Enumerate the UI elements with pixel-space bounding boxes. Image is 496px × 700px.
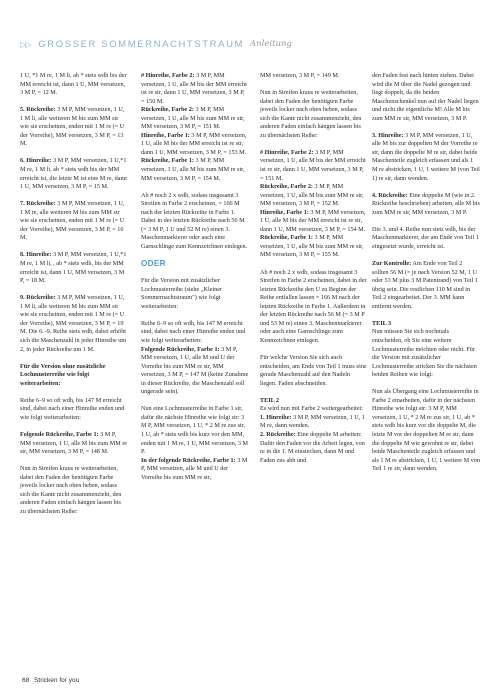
step-heading: 1. Hinreihe: bbox=[260, 413, 292, 421]
instruction-paragraph bbox=[372, 328, 480, 379]
instruction-paragraph bbox=[372, 226, 480, 252]
instruction-paragraph bbox=[372, 388, 480, 473]
step-heading: 8. Hinreihe: bbox=[20, 251, 52, 259]
step-heading: Hinreihe, Farbe 1: bbox=[141, 131, 190, 139]
step-heading: 7. Rückreihe: bbox=[20, 200, 56, 208]
instruction-paragraph bbox=[141, 346, 249, 397]
instruction-paragraph bbox=[260, 397, 368, 406]
step-text: 3 M P, MM versetzen, 1 U,*1 M re, 1 M li, , ab * stets wdh, bis der MM erreicht ist, dann 1 U, MM versetzen, 3 M P, = 18 M. bbox=[20, 251, 127, 285]
step-text: 3 M P, MM versetzen, 1 U,*1 M re, 1 M li, ab * stets wdh bis der MM erreicht ist, die letzte M ist eine M re, dann 1 U, MM versetzen, 3 M P, = 15 M. bbox=[20, 157, 127, 191]
instruction-paragraph bbox=[141, 72, 249, 106]
instruction-paragraph bbox=[20, 106, 128, 149]
step-text: Nun in Streifen kraus re weiterarbeiten, dabei den Faden der benötigten Farbe jeweils locker nach oben heben, sodass sich die Kante nicht zusammenzieht, den anderen Faden einfach hängen lassen bis zu übernächsten Reihe: bbox=[260, 89, 362, 139]
step-text: Die 3. und 4. Reihe nun stets wdh, bis der Maschenmarkierer, der am Ende von Teil 1 eingesetzt wurde, erreicht ist. bbox=[372, 225, 479, 250]
text-column-4 bbox=[372, 72, 480, 482]
instruction-paragraph bbox=[141, 405, 249, 456]
instruction-paragraph bbox=[372, 132, 480, 183]
step-text: 3 M P, MM versetzen, 1 U, alle M bis der MM erreicht ist re str, dann 1 U, MM versetzen, 3 M P, = 153 M. bbox=[141, 131, 247, 156]
step-heading: 3. Hinreihe: bbox=[372, 131, 404, 139]
header-title: GROSSER SOMMERNACHTSTRAUM bbox=[38, 38, 245, 50]
instruction-paragraph bbox=[20, 200, 128, 243]
step-text: 3 M P, MM versetzen, 1 U, alle M bis der MM erreicht ist re str, dann 1 U, MM versetzen, 3 M P, = 154 M. bbox=[260, 208, 366, 233]
step-text: Nun in Streifen kraus re weiterarbeiten, dabei den Faden der benötigten Farbe jeweils locker nach oben heben, sodass sich die Kante nicht zusammenzieht, den anderen Faden einfach hängen lassen bis zu übernächsten Reihe: bbox=[20, 465, 122, 515]
step-text: 3 M P, MM versetzen, 1 U, alle M bis zum MM re str, MM versetzen, 3 M P, = 155 M. bbox=[260, 234, 364, 259]
instruction-paragraph bbox=[260, 354, 368, 388]
text-column-2 bbox=[141, 72, 249, 491]
page-header bbox=[20, 37, 476, 51]
instruction-paragraph bbox=[260, 89, 368, 140]
instruction-paragraph bbox=[141, 457, 249, 483]
step-text: den Faden fest nach hinten ziehen. Dabei wird die M über die Nadel gezogen und liegt doppelt, da die beiden Maschenschenkel nun auf der Nadel liegen und nicht die eigentliche M! Alle M bis zum MM re str, MM versetzen, 3 M P. bbox=[372, 72, 479, 122]
step-text: Am Ende von Teil 2 sollten 56 M (= je nach Version 52 M, 1 U oder 53 M plus 3 M Patentrand) von Teil 1 übrig sein. Die restlichen 110 M sind in Teil 2 eingearbeitet. Der 3. MM kann entfernt werden. bbox=[372, 260, 478, 310]
instruction-paragraph bbox=[260, 269, 368, 346]
step-text: Eine doppelte M arbeiten: Dafür den Faden vor die Arbeit legen, von re in die 1. M einstechen, dann M und Faden zus abh und bbox=[260, 430, 365, 464]
step-heading: # Hinreihe, Farbe 2: bbox=[141, 72, 195, 79]
step-heading: 4. Rückreihe: bbox=[372, 191, 408, 199]
step-text: 3 M P, MM versetzen, 1 U, alle M und U der Vorreihe bis zum MM re str, MM versetzen, 3 M P, = 147 M (keine Zunahme in dieser Rückreihe, die Maschenzahl soll ungerade sein). bbox=[141, 345, 249, 396]
instruction-paragraph bbox=[260, 431, 368, 465]
page-footer bbox=[22, 677, 79, 684]
section-divider-oder: ODER bbox=[141, 259, 166, 269]
step-heading: Rückreihe, Farbe 1: bbox=[141, 157, 194, 165]
step-heading: Rückreihe, Farbe 2: bbox=[141, 106, 194, 114]
step-heading: TEIL 3 bbox=[372, 319, 392, 327]
instruction-paragraph bbox=[372, 72, 480, 123]
step-text: 3 M P, MM versetzen, 1 U, alle M bis zum MM re str, MM versetzen, 3 M P, = 154 M. bbox=[141, 157, 245, 182]
text-column-1 bbox=[20, 72, 128, 525]
step-text: 3 M P, MM versetzen, 1 U, 1 M li, alle weiteren M bis zum MM str wie sie erscheinen, enden mit 1 M re (= U der Vorreihe), MM versetzen, 3 M P, = 13 M. bbox=[20, 106, 125, 148]
step-heading: Zur Kontrolle: bbox=[372, 260, 412, 268]
instruction-paragraph bbox=[141, 320, 249, 346]
step-text: Nun eine Lochmusterreihe in Farbe 1 str, dafür die nächste Hinreihe wie folgt str: 3 M P, MM versetzen, 1 U, * 2 M re zus str, 1 U, ab * stets wdh bis kurz vor den MM, enden mit 1 M re, 1 U, MM versetzen, 3 M P. bbox=[141, 405, 249, 456]
double-arrow-icon: ▷▷ bbox=[20, 39, 31, 49]
magazine-name: Stricken for you bbox=[34, 677, 80, 684]
step-heading: Rückreihe, Farbe 2: bbox=[260, 183, 313, 191]
step-heading: 6. Hinreihe: bbox=[20, 157, 52, 165]
step-text: 3 M P, MM versetzen, 1 U, 1 M li, alle weiteren M bis zum MM str wie sie erscheinen, enden mit 1 M re (= U der Vorreihe), MM versetzen, 3 M P, = 19 M. Die 6.–9. Reihe stets wdh, dabei erhöht sich die Maschenzahl in jeder Hinreihe um 2, in jeder Rückreihe um 1 M. bbox=[20, 294, 127, 353]
step-text: 3 M P, MM versetzen, 1 U, alle M bis zum MM re str, MM versetzen, 3 M P, = 148 M. bbox=[20, 430, 128, 456]
step-heading: In der folgende Rückreihe, Farbe 1: bbox=[141, 456, 236, 464]
instruction-paragraph bbox=[260, 405, 368, 414]
step-heading: Hinreihe, Farbe 1: bbox=[260, 208, 309, 216]
instruction-paragraph bbox=[260, 72, 368, 81]
step-text: Eine doppelte M (wie in 2. Rückreihe beschrieben) arbeiten, alle M bis zum MM re str, MM versetzen, 3 M P. bbox=[372, 191, 480, 216]
instruction-paragraph bbox=[372, 260, 480, 311]
step-heading: 5. Rückreihe: bbox=[20, 106, 56, 114]
step-text: 3 M P, MM versetzen, alle M und U der Vorreihe bis zum MM re str, bbox=[141, 456, 248, 481]
instruction-paragraph bbox=[260, 183, 368, 209]
instruction-paragraph bbox=[141, 106, 249, 132]
step-text: 3 M P, MM versetzen, 1 U, alle M bis der MM erreicht ist re str, dann 1 U, MM versetzen, 3 M P, = 151 M. bbox=[260, 148, 366, 182]
step-text: MM versetzen, 3 M P, = 149 M. bbox=[260, 72, 340, 79]
step-text: Reihe 6–9 so oft wdh, bis 147 M erreicht sind, dabei nach einer Hinreihe enden und wie folgt weiterarbeiten: bbox=[20, 396, 125, 421]
step-text: Reihe 6–9 so oft wdh, bis 147 M erreicht sind, dabei nach einer Hinreihe enden und wie folgt weiterarbeiten: bbox=[141, 319, 246, 344]
instruction-paragraph bbox=[260, 234, 368, 260]
step-text: 3 M P, MM versetzen, 1 U, alle M bis zum MM re str, MM versetzen, 3 M P, = 151 M. bbox=[141, 106, 245, 131]
step-text: 1 U, *1 M re, 1 M li, ab * stets wdh bis der MM erreicht ist, dann 1 U, MM versetzen, 3 M P, = 12 M. bbox=[20, 72, 127, 97]
step-text: Ab # noch 2 x wdh, sodass insgesamt 3 Streifen in Farbe 2 erscheinen, = 166 M nach der letzten Rückreihe in Farbe 1. Dabei in der letzten Rückreihe nach 56 M (= 3 M P, 1 U und 52 M re) einen 3. Maschenmarkierer oder auch eine Garnschlinge zum Kennzeichnen einlegen. bbox=[141, 191, 248, 250]
step-heading: # Hinreihe, Farbe 2: bbox=[260, 148, 314, 156]
step-heading: 9. Rückreihe: bbox=[20, 294, 56, 302]
instruction-paragraph bbox=[20, 251, 128, 285]
step-text: Nun müssen Sie sich nochmals entscheiden, ob Sie eine weitere Lochmusterreihe möchten oder nicht. Für die Version mit zusätzlicher Lochmusterreihe stricken Sie die nächsten beiden Reihen wie folgt: bbox=[372, 328, 477, 379]
step-text: 3 M P, MM versetzen, 1 U, 1 M re, dann wenden. bbox=[260, 413, 365, 430]
instruction-paragraph bbox=[20, 363, 128, 389]
step-heading: Für die Version ohne zusätzliche Lochmusterreihe wie folgt weiterarbeiten: bbox=[20, 362, 106, 387]
instruction-paragraph bbox=[20, 397, 128, 423]
instruction-paragraph bbox=[141, 132, 249, 158]
instruction-paragraph bbox=[260, 414, 368, 431]
step-heading: Folgende Rückreihe, Farbe 1: bbox=[20, 430, 99, 438]
step-heading: Folgende Rückreihe, Farbe 1: bbox=[141, 345, 220, 353]
step-heading: 2. Rückreihe: bbox=[260, 430, 296, 438]
step-text: 3 M P, MM versetzen, 1 U, alle M bis zum MM re str, MM versetzen, 3 M P, = 152 M. bbox=[260, 183, 364, 208]
step-text: Für die Version mit zusätzlicher Lochmusterreihe (siehe „Kleiner Sommernachtstraum") wie folgt weiterarbeiten: bbox=[141, 277, 223, 310]
instruction-paragraph bbox=[20, 294, 128, 354]
instruction-paragraph bbox=[372, 320, 480, 329]
header-subtitle: Anleitung bbox=[250, 39, 292, 49]
instruction-paragraph bbox=[141, 277, 249, 311]
step-text: 3 M P, MM versetzen, 1 U, 1 M re, alle weiteren M bis zum MM str wie sie erscheinen, enden mit 1 M re (= U der Vorreihe), MM versetzen, 3 M P, = 16 M. bbox=[20, 200, 125, 242]
step-text: Ab # noch 2 x wdh, sodass insgesamt 3 Streifen in Farbe 2 erscheinen, dabei in der letzten Rückreihe den U zu Beginn der Reihe entfallen lassen = 166 M nach der letzten Rückreihe in Farbe 1. Außerdem in der letzten Rückreihe nach 56 M (= 3 M P und 53 M re) einen 3. Maschenmarkierer oder auch eine Garnschlinge zum Kennzeichnen einlegen. bbox=[260, 268, 367, 344]
instruction-paragraph bbox=[141, 157, 249, 183]
instruction-paragraph bbox=[20, 465, 128, 516]
step-text: 3 M P, MM versetzen, 1 U, alle M bis der MM erreicht ist re str, dann 1 U, MM versetzen, 3 M P, = 150 M. bbox=[141, 72, 247, 105]
step-heading: TEIL 2 bbox=[260, 396, 280, 404]
step-text: Nun als Übergang eine Lochmusterreihe in Farbe 2 einarbeiten, dafür in der nächsten Hinreihe wie folgt str: 3 M P, MM versetzen, 1 U, * 2 M re zus str, 1 U, ab * stets wdh bis kurz vor die doppelte M, die letzte M vor der doppelten M re str, dann die doppelte M wie gewohnt re str, dabei beide Maschenteile zugleich erfassen und als 1 M re abstricken, 1 U, 1 weitere M von Teil 1 re str, dann wenden. bbox=[372, 388, 480, 473]
instruction-paragraph bbox=[20, 72, 128, 98]
step-heading: Rückreihe, Farbe 1: bbox=[260, 234, 313, 242]
step-text: Für welche Version Sie sich auch entscheiden, am Ende von Teil 1 muss eine gerade Maschenzahl auf den Nadeln liegen. Faden abschneiden. bbox=[260, 354, 367, 387]
step-text: 3 M P, MM versetzen, 1 U, alle M bis zur doppelten M der Vorreihe re str, dann die doppelte M re str, dabei beide Maschenteile zugleich erfassen und als 1 M re abstricken, 1 U, 1 weitere M (von Teil 1) re str, dann wenden. bbox=[372, 131, 480, 182]
instruction-paragraph bbox=[20, 431, 128, 457]
instruction-paragraph bbox=[372, 192, 480, 218]
instruction-paragraph bbox=[260, 209, 368, 235]
instruction-paragraph bbox=[141, 192, 249, 252]
instruction-paragraph bbox=[260, 149, 368, 183]
step-text: Es wird nun mit Farbe 2 weitergearbeitet: bbox=[260, 405, 363, 413]
instruction-paragraph bbox=[20, 157, 128, 191]
page-number: 68 bbox=[22, 677, 30, 684]
text-column-3 bbox=[260, 72, 368, 474]
